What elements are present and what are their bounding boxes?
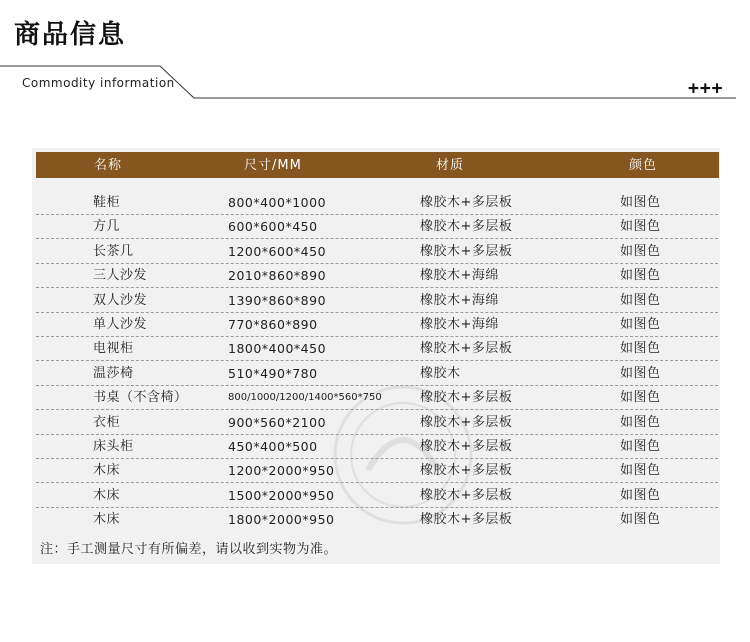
title-underline-decoration bbox=[0, 0, 750, 120]
cell-name: 电视柜 bbox=[93, 341, 134, 357]
table-row bbox=[36, 263, 718, 288]
table-row bbox=[36, 312, 718, 337]
cell-size: 800/1000/1200/1400*560*750 bbox=[228, 392, 382, 404]
table-row bbox=[36, 483, 718, 508]
cell-color: 如图色 bbox=[620, 268, 661, 284]
cell-color: 如图色 bbox=[620, 414, 661, 430]
cell-material: 橡胶木+多层板 bbox=[420, 219, 513, 235]
table-row bbox=[36, 361, 718, 386]
table-row bbox=[36, 288, 718, 313]
cell-size: 600*600*450 bbox=[228, 219, 318, 235]
cell-color: 如图色 bbox=[620, 487, 661, 503]
cell-material: 橡胶木+多层板 bbox=[420, 243, 513, 259]
cell-material: 橡胶木+多层板 bbox=[420, 463, 513, 479]
cell-name: 木床 bbox=[93, 487, 121, 503]
cell-material: 橡胶木+多层板 bbox=[420, 195, 513, 210]
column-header-material: 材质 bbox=[436, 158, 465, 173]
table-row bbox=[36, 336, 718, 361]
table-row bbox=[36, 507, 718, 531]
cell-material: 橡胶木+海绵 bbox=[420, 292, 499, 308]
cell-name: 温莎椅 bbox=[93, 365, 134, 381]
cell-color: 如图色 bbox=[620, 365, 661, 381]
cell-size: 1500*2000*950 bbox=[228, 487, 335, 503]
cell-name: 鞋柜 bbox=[93, 195, 121, 210]
cell-size: 900*560*2100 bbox=[228, 414, 327, 430]
cell-name: 长茶几 bbox=[93, 243, 134, 259]
cell-color: 如图色 bbox=[620, 292, 661, 308]
cell-size: 1390*860*890 bbox=[228, 292, 327, 308]
cell-color: 如图色 bbox=[620, 219, 661, 235]
cell-size: 770*860*890 bbox=[228, 317, 318, 332]
table-row bbox=[36, 410, 718, 435]
cell-size: 510*490*780 bbox=[228, 365, 318, 381]
cell-color: 如图色 bbox=[620, 390, 661, 406]
cell-name: 木床 bbox=[93, 463, 121, 479]
cell-material: 橡胶木+多层板 bbox=[420, 439, 513, 454]
table-header-bar bbox=[36, 152, 719, 178]
cell-material: 橡胶木+海绵 bbox=[420, 268, 499, 284]
cell-name: 木床 bbox=[93, 512, 121, 528]
cell-material: 橡胶木+多层板 bbox=[420, 487, 513, 503]
cell-size: 800*400*1000 bbox=[228, 195, 327, 210]
cell-color: 如图色 bbox=[620, 195, 661, 210]
cell-color: 如图色 bbox=[620, 317, 661, 332]
cell-name: 床头柜 bbox=[93, 439, 134, 454]
cell-size: 1200*2000*950 bbox=[228, 463, 335, 479]
page-subtitle: Commodity information bbox=[22, 76, 175, 90]
cell-material: 橡胶木+多层板 bbox=[420, 341, 513, 357]
cell-color: 如图色 bbox=[620, 341, 661, 357]
cell-name: 书桌（不含椅） bbox=[93, 390, 188, 406]
cell-name: 方几 bbox=[93, 219, 121, 235]
cell-color: 如图色 bbox=[620, 512, 661, 528]
column-header-name: 名称 bbox=[94, 158, 123, 173]
column-header-color: 颜色 bbox=[629, 158, 658, 173]
cell-size: 2010*860*890 bbox=[228, 268, 327, 284]
cell-name: 衣柜 bbox=[93, 414, 121, 430]
cell-material: 橡胶木+海绵 bbox=[420, 317, 499, 332]
cell-size: 1200*600*450 bbox=[228, 243, 327, 259]
cell-name: 双人沙发 bbox=[93, 292, 148, 308]
measurement-note: 注：手工测量尺寸有所偏差，请以收到实物为准。 bbox=[40, 542, 338, 557]
table-row bbox=[36, 434, 718, 459]
cell-size: 1800*400*450 bbox=[228, 341, 327, 357]
cell-name: 三人沙发 bbox=[93, 268, 148, 284]
commodity-table bbox=[32, 148, 720, 564]
cell-material: 橡胶木+多层板 bbox=[420, 512, 513, 528]
cell-name: 单人沙发 bbox=[93, 317, 148, 332]
cell-size: 1800*2000*950 bbox=[228, 512, 335, 528]
cell-color: 如图色 bbox=[620, 243, 661, 259]
cell-material: 橡胶木 bbox=[420, 365, 461, 381]
cell-color: 如图色 bbox=[620, 463, 661, 479]
page-title: 商品信息 bbox=[14, 20, 127, 50]
table-row bbox=[36, 458, 718, 483]
table-row bbox=[36, 190, 718, 215]
table-row bbox=[36, 214, 718, 239]
table-row bbox=[36, 385, 718, 410]
cell-color: 如图色 bbox=[620, 439, 661, 454]
cell-size: 450*400*500 bbox=[228, 439, 318, 454]
cell-material: 橡胶木+多层板 bbox=[420, 390, 513, 406]
cell-material: 橡胶木+多层板 bbox=[420, 414, 513, 430]
table-row bbox=[36, 239, 718, 264]
column-header-size: 尺寸/MM bbox=[244, 158, 302, 173]
plus-decoration: +++ bbox=[688, 78, 724, 99]
